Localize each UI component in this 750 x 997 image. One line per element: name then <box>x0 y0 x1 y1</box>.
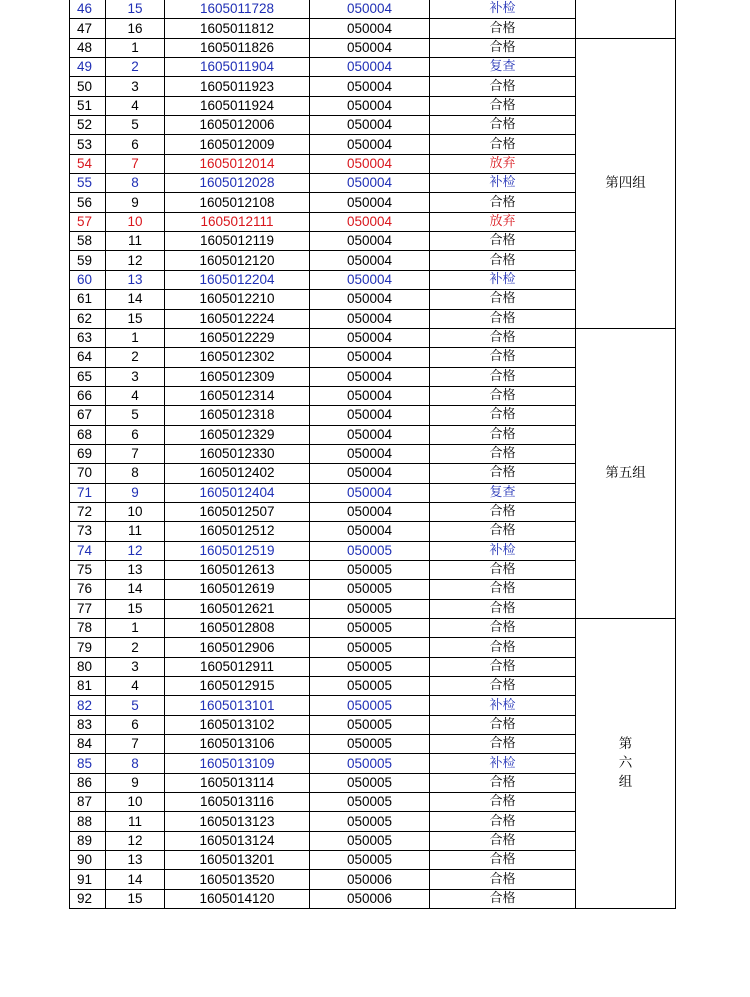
student-id-cell: 1605012613 <box>165 560 310 579</box>
student-id-cell: 1605012224 <box>165 309 310 328</box>
student-id-cell: 1605012314 <box>165 386 310 405</box>
sequence-cell: 13 <box>106 851 165 870</box>
code-cell: 050004 <box>310 96 430 115</box>
sequence-cell: 7 <box>106 444 165 463</box>
code-cell: 050004 <box>310 116 430 135</box>
code-cell: 050005 <box>310 735 430 754</box>
code-cell: 050005 <box>310 754 430 773</box>
status-cell: 合格 <box>430 580 576 599</box>
sequence-cell: 2 <box>106 348 165 367</box>
student-id-cell: 1605012507 <box>165 502 310 521</box>
status-cell: 合格 <box>430 851 576 870</box>
row-index-cell: 49 <box>70 58 106 77</box>
status-cell: 合格 <box>430 599 576 618</box>
code-cell: 050004 <box>310 367 430 386</box>
status-cell: 合格 <box>430 638 576 657</box>
sequence-cell: 2 <box>106 58 165 77</box>
sequence-cell: 4 <box>106 386 165 405</box>
student-id-cell: 1605011826 <box>165 38 310 57</box>
status-cell: 合格 <box>430 657 576 676</box>
code-cell: 050004 <box>310 386 430 405</box>
student-id-cell: 1605011812 <box>165 19 310 38</box>
student-id-cell: 1605011904 <box>165 58 310 77</box>
code-cell: 050004 <box>310 348 430 367</box>
row-index-cell: 55 <box>70 174 106 193</box>
sequence-cell: 2 <box>106 638 165 657</box>
code-cell: 050005 <box>310 715 430 734</box>
student-id-cell: 1605012512 <box>165 522 310 541</box>
student-id-cell: 1605011924 <box>165 96 310 115</box>
status-cell: 放弃 <box>430 212 576 231</box>
student-id-cell: 1605013102 <box>165 715 310 734</box>
row-index-cell: 68 <box>70 425 106 444</box>
student-id-cell: 1605012006 <box>165 116 310 135</box>
table-row <box>70 0 676 19</box>
row-index-cell: 84 <box>70 735 106 754</box>
student-id-cell: 1605012906 <box>165 638 310 657</box>
row-index-cell: 74 <box>70 541 106 560</box>
status-cell: 补检 <box>430 541 576 560</box>
sequence-cell: 4 <box>106 677 165 696</box>
sequence-cell: 10 <box>106 502 165 521</box>
group-label-cell: 第五组 <box>576 328 676 618</box>
sequence-cell: 11 <box>106 232 165 251</box>
student-id-cell: 1605012204 <box>165 270 310 289</box>
row-index-cell: 57 <box>70 212 106 231</box>
row-index-cell: 63 <box>70 328 106 347</box>
row-index-cell: 58 <box>70 232 106 251</box>
row-index-cell: 78 <box>70 619 106 638</box>
code-cell: 050004 <box>310 270 430 289</box>
code-cell: 050004 <box>310 464 430 483</box>
code-cell: 050004 <box>310 444 430 463</box>
sequence-cell: 5 <box>106 406 165 425</box>
sequence-cell: 12 <box>106 831 165 850</box>
sequence-cell: 15 <box>106 599 165 618</box>
table-row <box>70 328 676 347</box>
row-index-cell: 66 <box>70 386 106 405</box>
row-index-cell: 62 <box>70 309 106 328</box>
code-cell: 050004 <box>310 483 430 502</box>
student-id-cell: 1605012318 <box>165 406 310 425</box>
code-cell: 050006 <box>310 889 430 908</box>
student-id-cell: 1605012229 <box>165 328 310 347</box>
row-index-cell: 46 <box>70 0 106 19</box>
row-index-cell: 48 <box>70 38 106 57</box>
student-id-cell: 1605013116 <box>165 793 310 812</box>
status-cell: 合格 <box>430 135 576 154</box>
code-cell: 050005 <box>310 599 430 618</box>
sequence-cell: 5 <box>106 696 165 715</box>
status-cell: 补检 <box>430 754 576 773</box>
code-cell: 050004 <box>310 193 430 212</box>
row-index-cell: 83 <box>70 715 106 734</box>
row-index-cell: 80 <box>70 657 106 676</box>
sequence-cell: 13 <box>106 560 165 579</box>
status-cell: 复查 <box>430 58 576 77</box>
status-cell: 补检 <box>430 696 576 715</box>
group-label-cell: 第四组 <box>576 38 676 328</box>
row-index-cell: 64 <box>70 348 106 367</box>
sequence-cell: 15 <box>106 0 165 19</box>
status-cell: 合格 <box>430 444 576 463</box>
code-cell: 050004 <box>310 154 430 173</box>
code-cell: 050004 <box>310 522 430 541</box>
sequence-cell: 9 <box>106 773 165 792</box>
student-id-cell: 1605013520 <box>165 870 310 889</box>
student-id-cell: 1605012210 <box>165 290 310 309</box>
sequence-cell: 15 <box>106 309 165 328</box>
sequence-cell: 9 <box>106 193 165 212</box>
student-id-cell: 1605011923 <box>165 77 310 96</box>
sequence-cell: 11 <box>106 522 165 541</box>
code-cell: 050005 <box>310 851 430 870</box>
status-cell: 合格 <box>430 831 576 850</box>
student-id-cell: 1605012009 <box>165 135 310 154</box>
row-index-cell: 72 <box>70 502 106 521</box>
status-cell: 合格 <box>430 328 576 347</box>
group-label-cell <box>576 619 676 909</box>
student-id-cell: 1605012120 <box>165 251 310 270</box>
status-cell: 合格 <box>430 251 576 270</box>
sequence-cell: 7 <box>106 154 165 173</box>
row-index-cell: 50 <box>70 77 106 96</box>
status-cell: 合格 <box>430 116 576 135</box>
row-index-cell: 70 <box>70 464 106 483</box>
code-cell: 050004 <box>310 77 430 96</box>
student-id-cell: 1605013201 <box>165 851 310 870</box>
code-cell: 050004 <box>310 0 430 19</box>
code-cell: 050004 <box>310 251 430 270</box>
code-cell: 050005 <box>310 696 430 715</box>
student-id-cell: 1605012404 <box>165 483 310 502</box>
row-index-cell: 90 <box>70 851 106 870</box>
sequence-cell: 8 <box>106 464 165 483</box>
sequence-cell: 6 <box>106 135 165 154</box>
status-cell: 合格 <box>430 193 576 212</box>
status-cell: 合格 <box>430 367 576 386</box>
code-cell: 050004 <box>310 406 430 425</box>
student-id-cell: 1605013101 <box>165 696 310 715</box>
row-index-cell: 92 <box>70 889 106 908</box>
student-id-cell: 1605011728 <box>165 0 310 19</box>
student-id-cell: 1605012014 <box>165 154 310 173</box>
sequence-cell: 13 <box>106 270 165 289</box>
sequence-cell: 12 <box>106 251 165 270</box>
code-cell: 050004 <box>310 19 430 38</box>
code-cell: 050004 <box>310 58 430 77</box>
row-index-cell: 65 <box>70 367 106 386</box>
sequence-cell: 1 <box>106 38 165 57</box>
code-cell: 050004 <box>310 38 430 57</box>
student-id-cell: 1605012302 <box>165 348 310 367</box>
sequence-cell: 15 <box>106 889 165 908</box>
status-cell: 合格 <box>430 773 576 792</box>
status-cell: 补检 <box>430 174 576 193</box>
status-cell: 合格 <box>430 290 576 309</box>
sequence-cell: 5 <box>106 116 165 135</box>
row-index-cell: 77 <box>70 599 106 618</box>
status-cell: 合格 <box>430 77 576 96</box>
status-cell: 合格 <box>430 386 576 405</box>
student-id-cell: 1605012402 <box>165 464 310 483</box>
row-index-cell: 81 <box>70 677 106 696</box>
sequence-cell: 10 <box>106 793 165 812</box>
row-index-cell: 53 <box>70 135 106 154</box>
row-index-cell: 88 <box>70 812 106 831</box>
student-id-cell: 1605012329 <box>165 425 310 444</box>
table-row <box>70 619 676 638</box>
student-id-cell: 1605012108 <box>165 193 310 212</box>
code-cell: 050004 <box>310 309 430 328</box>
code-cell: 050005 <box>310 812 430 831</box>
status-cell: 合格 <box>430 522 576 541</box>
row-index-cell: 54 <box>70 154 106 173</box>
status-cell: 合格 <box>430 502 576 521</box>
sequence-cell: 6 <box>106 425 165 444</box>
sequence-cell: 4 <box>106 96 165 115</box>
status-cell: 补检 <box>430 270 576 289</box>
student-id-cell: 1605012028 <box>165 174 310 193</box>
row-index-cell: 59 <box>70 251 106 270</box>
sequence-cell: 7 <box>106 735 165 754</box>
sequence-cell: 14 <box>106 580 165 599</box>
sequence-cell: 1 <box>106 619 165 638</box>
student-id-cell: 1605013123 <box>165 812 310 831</box>
code-cell: 050004 <box>310 290 430 309</box>
row-index-cell: 47 <box>70 19 106 38</box>
student-id-cell: 1605012808 <box>165 619 310 638</box>
status-cell: 补检 <box>430 0 576 19</box>
row-index-cell: 75 <box>70 560 106 579</box>
status-cell: 合格 <box>430 96 576 115</box>
row-index-cell: 76 <box>70 580 106 599</box>
status-cell: 合格 <box>430 348 576 367</box>
code-cell: 050004 <box>310 502 430 521</box>
student-id-cell: 1605012119 <box>165 232 310 251</box>
code-cell: 050005 <box>310 677 430 696</box>
code-cell: 050004 <box>310 232 430 251</box>
student-id-cell: 1605012111 <box>165 212 310 231</box>
sequence-cell: 14 <box>106 870 165 889</box>
sequence-cell: 1 <box>106 328 165 347</box>
row-index-cell: 85 <box>70 754 106 773</box>
sequence-cell: 14 <box>106 290 165 309</box>
sequence-cell: 8 <box>106 174 165 193</box>
code-cell: 050004 <box>310 425 430 444</box>
table-row <box>70 38 676 57</box>
code-cell: 050006 <box>310 870 430 889</box>
status-cell: 合格 <box>430 425 576 444</box>
status-cell: 复查 <box>430 483 576 502</box>
row-index-cell: 91 <box>70 870 106 889</box>
student-id-cell: 1605012619 <box>165 580 310 599</box>
status-cell: 合格 <box>430 812 576 831</box>
row-index-cell: 73 <box>70 522 106 541</box>
row-index-cell: 71 <box>70 483 106 502</box>
row-index-cell: 56 <box>70 193 106 212</box>
sequence-cell: 6 <box>106 715 165 734</box>
row-index-cell: 51 <box>70 96 106 115</box>
roster-table <box>69 0 676 909</box>
code-cell: 050004 <box>310 212 430 231</box>
row-index-cell: 67 <box>70 406 106 425</box>
status-cell: 合格 <box>430 619 576 638</box>
student-id-cell: 1605013106 <box>165 735 310 754</box>
code-cell: 050005 <box>310 831 430 850</box>
status-cell: 合格 <box>430 38 576 57</box>
status-cell: 合格 <box>430 735 576 754</box>
code-cell: 050004 <box>310 135 430 154</box>
code-cell: 050005 <box>310 773 430 792</box>
status-cell: 合格 <box>430 715 576 734</box>
code-cell: 050005 <box>310 619 430 638</box>
status-cell: 合格 <box>430 889 576 908</box>
sequence-cell: 12 <box>106 541 165 560</box>
code-cell: 050005 <box>310 793 430 812</box>
status-cell: 合格 <box>430 677 576 696</box>
student-id-cell: 1605013109 <box>165 754 310 773</box>
code-cell: 050005 <box>310 541 430 560</box>
student-id-cell: 1605012309 <box>165 367 310 386</box>
row-index-cell: 86 <box>70 773 106 792</box>
status-cell: 合格 <box>430 870 576 889</box>
row-index-cell: 69 <box>70 444 106 463</box>
group-label: 第六组 <box>618 736 633 791</box>
row-index-cell: 52 <box>70 116 106 135</box>
status-cell: 合格 <box>430 309 576 328</box>
group-label-cell <box>576 0 676 38</box>
code-cell: 050005 <box>310 638 430 657</box>
row-index-cell: 61 <box>70 290 106 309</box>
status-cell: 合格 <box>430 19 576 38</box>
row-index-cell: 82 <box>70 696 106 715</box>
student-id-cell: 1605013124 <box>165 831 310 850</box>
sequence-cell: 3 <box>106 657 165 676</box>
code-cell: 050004 <box>310 328 430 347</box>
code-cell: 050005 <box>310 657 430 676</box>
student-id-cell: 1605012911 <box>165 657 310 676</box>
sequence-cell: 3 <box>106 367 165 386</box>
student-id-cell: 1605012915 <box>165 677 310 696</box>
status-cell: 合格 <box>430 560 576 579</box>
sequence-cell: 9 <box>106 483 165 502</box>
roster-table-body <box>70 0 676 909</box>
student-id-cell: 1605012519 <box>165 541 310 560</box>
student-id-cell: 1605013114 <box>165 773 310 792</box>
status-cell: 合格 <box>430 406 576 425</box>
row-index-cell: 79 <box>70 638 106 657</box>
status-cell: 合格 <box>430 464 576 483</box>
status-cell: 放弃 <box>430 154 576 173</box>
code-cell: 050005 <box>310 580 430 599</box>
student-id-cell: 1605014120 <box>165 889 310 908</box>
student-id-cell: 1605012330 <box>165 444 310 463</box>
code-cell: 050004 <box>310 174 430 193</box>
student-id-cell: 1605012621 <box>165 599 310 618</box>
row-index-cell: 60 <box>70 270 106 289</box>
row-index-cell: 89 <box>70 831 106 850</box>
sequence-cell: 16 <box>106 19 165 38</box>
status-cell: 合格 <box>430 232 576 251</box>
sequence-cell: 8 <box>106 754 165 773</box>
sequence-cell: 10 <box>106 212 165 231</box>
code-cell: 050005 <box>310 560 430 579</box>
sequence-cell: 3 <box>106 77 165 96</box>
sequence-cell: 11 <box>106 812 165 831</box>
status-cell: 合格 <box>430 793 576 812</box>
row-index-cell: 87 <box>70 793 106 812</box>
